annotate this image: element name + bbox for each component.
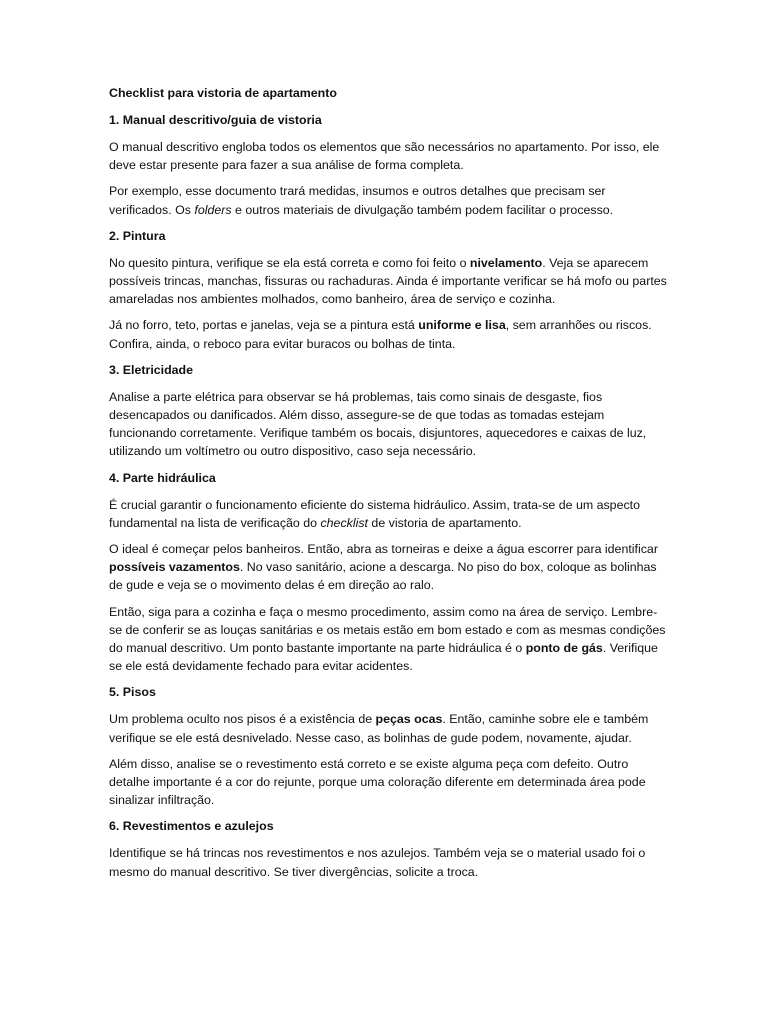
section-paragraph xyxy=(109,603,668,676)
bold-text: ponto de gás xyxy=(525,641,603,656)
text-run: . No vaso sanitário, acione a descarga. No piso do box, coloque as bolinhas de gude e veja se o movimento delas é em direção ao ralo. xyxy=(109,560,657,593)
section-paragraph xyxy=(109,755,668,810)
section-paragraph xyxy=(109,254,668,309)
section-heading: 6. Revestimentos e azulejos xyxy=(109,819,274,834)
document-title: Checklist para vistoria de apartamento xyxy=(109,86,337,100)
bold-text: uniforme e lisa xyxy=(418,318,506,333)
bold-text: peças ocas xyxy=(375,712,443,727)
text-run: Identifique se há trincas nos revestimentos e nos azulejos. Também veja se o material usado foi o mesmo do manual descritivo. Se tiver divergências, solicite a troca. xyxy=(109,846,646,879)
text-run: de vistoria de apartamento. xyxy=(367,515,522,530)
section-heading: 5. Pisos xyxy=(109,685,156,700)
section-heading: 2. Pintura xyxy=(109,228,166,243)
section-paragraph xyxy=(109,316,668,352)
text-run: Por exemplo, esse documento trará medidas, insumos e outros detalhes que precisam ser verificados. Os xyxy=(109,184,606,217)
section-paragraph xyxy=(109,182,668,218)
section-paragraph xyxy=(109,540,668,595)
text-run: e outros materiais de divulgação também podem facilitar o processo. xyxy=(231,202,614,217)
text-run: . Verifique se ele está devidamente fechado para evitar acidentes. xyxy=(109,641,658,674)
text-run: No quesito pintura, verifique se ela está correta e como foi feito o xyxy=(109,255,470,270)
section-paragraph xyxy=(109,844,668,880)
section-paragraph xyxy=(109,138,668,174)
text-run: Então, siga para a cozinha e faça o mesmo procedimento, assim como na área de serviço. Lembre-se de conferir se as louças sanitárias e os metais estão em bom estado e com as mesmas condições do manual descritivo. Um ponto bastante importante na parte hidráulica é o xyxy=(109,604,666,656)
section-heading: 1. Manual descritivo/guia de vistoria xyxy=(109,113,322,127)
italic-text: folders xyxy=(194,202,232,217)
text-run: O manual descritivo engloba todos os elementos que são necessários no apartamento. Por isso, ele deve estar presente para fazer a sua análise de forma completa. xyxy=(109,140,660,173)
bold-text: nivelamento xyxy=(469,255,543,270)
text-run: É crucial garantir o funcionamento eficiente do sistema hidráulico. Assim, trata-se de um aspecto fundamental na lista de verificação do xyxy=(109,497,640,530)
section-heading: 3. Eletricidade xyxy=(109,362,194,377)
section-paragraph xyxy=(109,496,668,532)
text-run: O ideal é começar pelos banheiros. Então, abra as torneiras e deixe a água escorrer para identificar xyxy=(109,542,658,557)
text-run: Um problema oculto nos pisos é a existência de xyxy=(109,712,376,727)
section-paragraph xyxy=(109,710,668,746)
text-run: Já no forro, teto, portas e janelas, veja se a pintura está xyxy=(109,318,419,333)
text-run: . Então, caminhe sobre ele e também verifique se ele está desnivelado. Nesse caso, as bolinhas de gude podem, novamente, ajudar. xyxy=(109,712,649,745)
bold-text: possíveis vazamentos xyxy=(109,560,240,575)
italic-text: checklist xyxy=(320,515,368,530)
text-run: Além disso, analise se o revestimento está correto e se existe alguma peça com defeito. Outro detalhe importante é a cor do rejunte, porque uma coloração diferente em determinada área pode sinalizar infiltração. xyxy=(109,756,646,808)
text-run: , sem arranhões ou riscos. Confira, ainda, o reboco para evitar buracos ou bolhas de tinta. xyxy=(109,318,652,351)
text-run: . Veja se aparecem possíveis trincas, manchas, fissuras ou rachaduras. Ainda é importante verificar se há mofo ou partes amareladas nos ambientes molhados, como banheiro, área de serviço e cozinha. xyxy=(109,255,667,307)
section-paragraph xyxy=(109,388,668,461)
text-run: Analise a parte elétrica para observar se há problemas, tais como sinais de desgaste, fios desencapados ou danificados. Além disso, assegure-se de que todas as tomadas estejam funcionando corretamente. Verifique também os bocais, disjuntores, aquecedores e caixas de luz, utilizando um voltímetro ou outro dispositivo, caso seja necessário. xyxy=(109,389,647,459)
document-body xyxy=(109,111,668,881)
section-heading: 4. Parte hidráulica xyxy=(109,470,216,485)
